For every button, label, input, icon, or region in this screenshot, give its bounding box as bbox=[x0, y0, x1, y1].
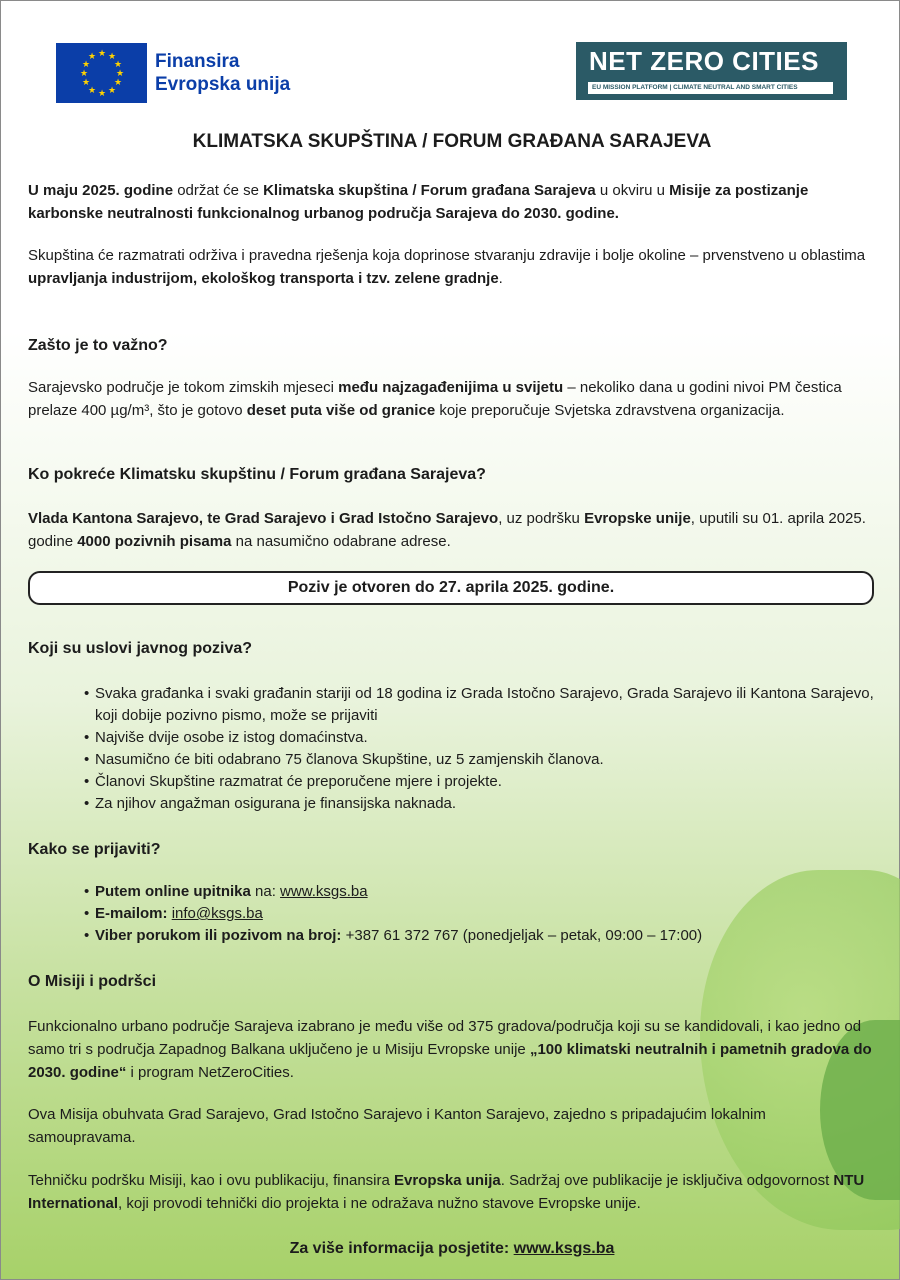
text: u okviru u bbox=[595, 182, 670, 199]
apply-viber-label: Viber porukom ili pozivom na broj: bbox=[95, 927, 342, 944]
mission-paragraph-3 bbox=[28, 1169, 874, 1215]
bold-text: U maju 2025. godine bbox=[28, 182, 174, 199]
mission-paragraph-2 bbox=[28, 1103, 874, 1149]
bold-text: Vlada Kantona Sarajevo, te Grad Sarajevo i Grad Istočno Sarajevo bbox=[28, 510, 499, 527]
bold-text: Evropske unije bbox=[584, 510, 691, 527]
text: koje preporučuje Svjetska zdravstvena organizacija. bbox=[435, 402, 785, 419]
text: na nasumično odabrane adrese. bbox=[231, 533, 451, 550]
apply-online-separator: na: bbox=[250, 883, 281, 900]
mission-paragraph-1 bbox=[28, 1015, 874, 1084]
why-heading: Zašto je to važno? bbox=[28, 337, 168, 354]
website-link[interactable]: www.ksgs.ba bbox=[280, 883, 368, 900]
viber-number: +387 61 372 767 (ponedjeljak – petak, 09:00 – 17:00) bbox=[341, 927, 703, 944]
why-paragraph bbox=[28, 376, 874, 422]
text: Tehničku podršku Misiji, kao i ovu publikaciju, finansira bbox=[28, 1172, 395, 1189]
email-link[interactable]: info@ksgs.ba bbox=[171, 905, 263, 922]
text: . Sadržaj ove publikacije je isključiva odgovornost bbox=[500, 1172, 834, 1189]
eu-logo-line2: Evropska unija bbox=[155, 74, 291, 95]
bold-text: među najzagađenijima u svijetu bbox=[338, 379, 564, 396]
footer-info bbox=[28, 1240, 876, 1258]
text: Ova Misija obuhvata Grad Sarajevo, Grad Istočno Sarajevo i Kanton Sarajevo, zajedno s pripadajućim lokalnim samoupravama. bbox=[28, 1106, 766, 1146]
bold-text: Evropska unija bbox=[394, 1172, 501, 1189]
footer-website-link[interactable]: www.ksgs.ba bbox=[513, 1240, 615, 1257]
bold-text: deset puta više od granice bbox=[246, 402, 436, 419]
apply-online-item bbox=[84, 881, 874, 903]
net-zero-cities-logo bbox=[576, 42, 847, 100]
deadline-callout: Poziv je otvoren do 27. aprila 2025. godine. bbox=[28, 571, 874, 605]
apply-viber-item bbox=[84, 925, 874, 947]
list-item: • Najviše dvije osobe iz istog domaćinstva. bbox=[84, 727, 874, 749]
list-item: • Članovi Skupštine razmatrat će preporučene mjere i projekte. bbox=[84, 771, 874, 793]
eu-logo-text bbox=[155, 50, 290, 96]
text: Sarajevsko područje je tokom zimskih mjeseci bbox=[28, 379, 339, 396]
text: Funkcionalno urbano područje Sarajeva izabrano je među više od 375 gradova/područja koji su se kandidovali, i kao jedno od samo tri s područja Zapadnog Balkana uključeno je u Misiju Evropske unije bbox=[28, 1018, 862, 1058]
who-paragraph bbox=[28, 507, 874, 553]
apply-email-item bbox=[84, 903, 874, 925]
bold-text: NTU International bbox=[28, 1172, 865, 1212]
list-item: • Svaka građanka i svaki građanin stariji od 18 godina iz Grada Istočno Sarajevo, Grada Sarajevo ili Kantona Sarajevo, koji dobije pozivno pismo, može se prijaviti bbox=[84, 683, 874, 727]
eu-flag-icon: ★ ★ ★ ★ ★ ★ ★ ★ ★ ★ ★ ★ bbox=[56, 43, 147, 103]
text: Skupština će razmatrati održiva i pravedna rješenja koja doprinose stvaranju zdravije i bolje okoline – prvenstveno u oblastima bbox=[28, 247, 866, 264]
intro-paragraph-2 bbox=[28, 244, 874, 290]
page-title: KLIMATSKA SKUPŠTINA / FORUM GRAĐANA SARAJEVA bbox=[192, 131, 712, 152]
conditions-heading: Koji su uslovi javnog poziva? bbox=[28, 640, 253, 657]
text: – nekoliko dana u godini nivoi PM čestica prelaze 400 µg/m³, što je gotovo bbox=[28, 379, 842, 419]
bold-text: 4000 pozivnih pisama bbox=[77, 533, 232, 550]
text: , uz podršku bbox=[498, 510, 585, 527]
nzc-logo-title: NET ZERO CITIES bbox=[589, 46, 819, 76]
apply-email-label: E-mailom: bbox=[95, 905, 168, 922]
bold-text: Klimatska skupština / Forum građana Sarajeva bbox=[263, 182, 596, 199]
footer-label: Za više informacija posjetite: bbox=[289, 1240, 514, 1257]
conditions-list bbox=[84, 683, 874, 815]
apply-heading: Kako se prijaviti? bbox=[28, 841, 161, 858]
who-heading: Ko pokreće Klimatsku skupštinu / Forum građana Sarajeva? bbox=[28, 466, 486, 483]
bold-text: upravljanja industrijom, ekološkog transporta i tzv. zelene gradnje bbox=[28, 270, 499, 287]
eu-logo bbox=[56, 43, 290, 103]
list-item: • Nasumično će biti odabrano 75 članova Skupštine, uz 5 zamjenskih članova. bbox=[84, 749, 874, 771]
apply-list bbox=[84, 881, 874, 947]
mission-heading: O Misiji i podršci bbox=[28, 973, 157, 990]
apply-online-label: Putem online upitnika bbox=[95, 883, 251, 900]
bold-text: Misije za postizanje karbonske neutralnosti funkcionalnog urbanog područja Sarajeva do 2030. godine. bbox=[28, 182, 809, 222]
eu-logo-line1: Finansira bbox=[155, 51, 240, 72]
text: , koji provodi tehnički dio projekta i ne odražava nužno stavove Evropske unije. bbox=[118, 1195, 641, 1212]
nzc-logo-subtitle: EU MISSION PLATFORM | CLIMATE NEUTRAL AND SMART CITIES bbox=[588, 82, 833, 94]
text: . bbox=[498, 270, 503, 287]
intro-paragraph-1 bbox=[28, 179, 874, 225]
list-item: • Za njihov angažman osigurana je finansijska naknada. bbox=[84, 793, 874, 815]
text: održat će se bbox=[173, 182, 264, 199]
text: i program NetZeroCities. bbox=[126, 1064, 294, 1081]
text: , uputili su 01. aprila 2025. godine bbox=[28, 510, 866, 550]
bold-text: „100 klimatski neutralnih i pametnih gradova do 2030. godine“ bbox=[28, 1041, 872, 1081]
